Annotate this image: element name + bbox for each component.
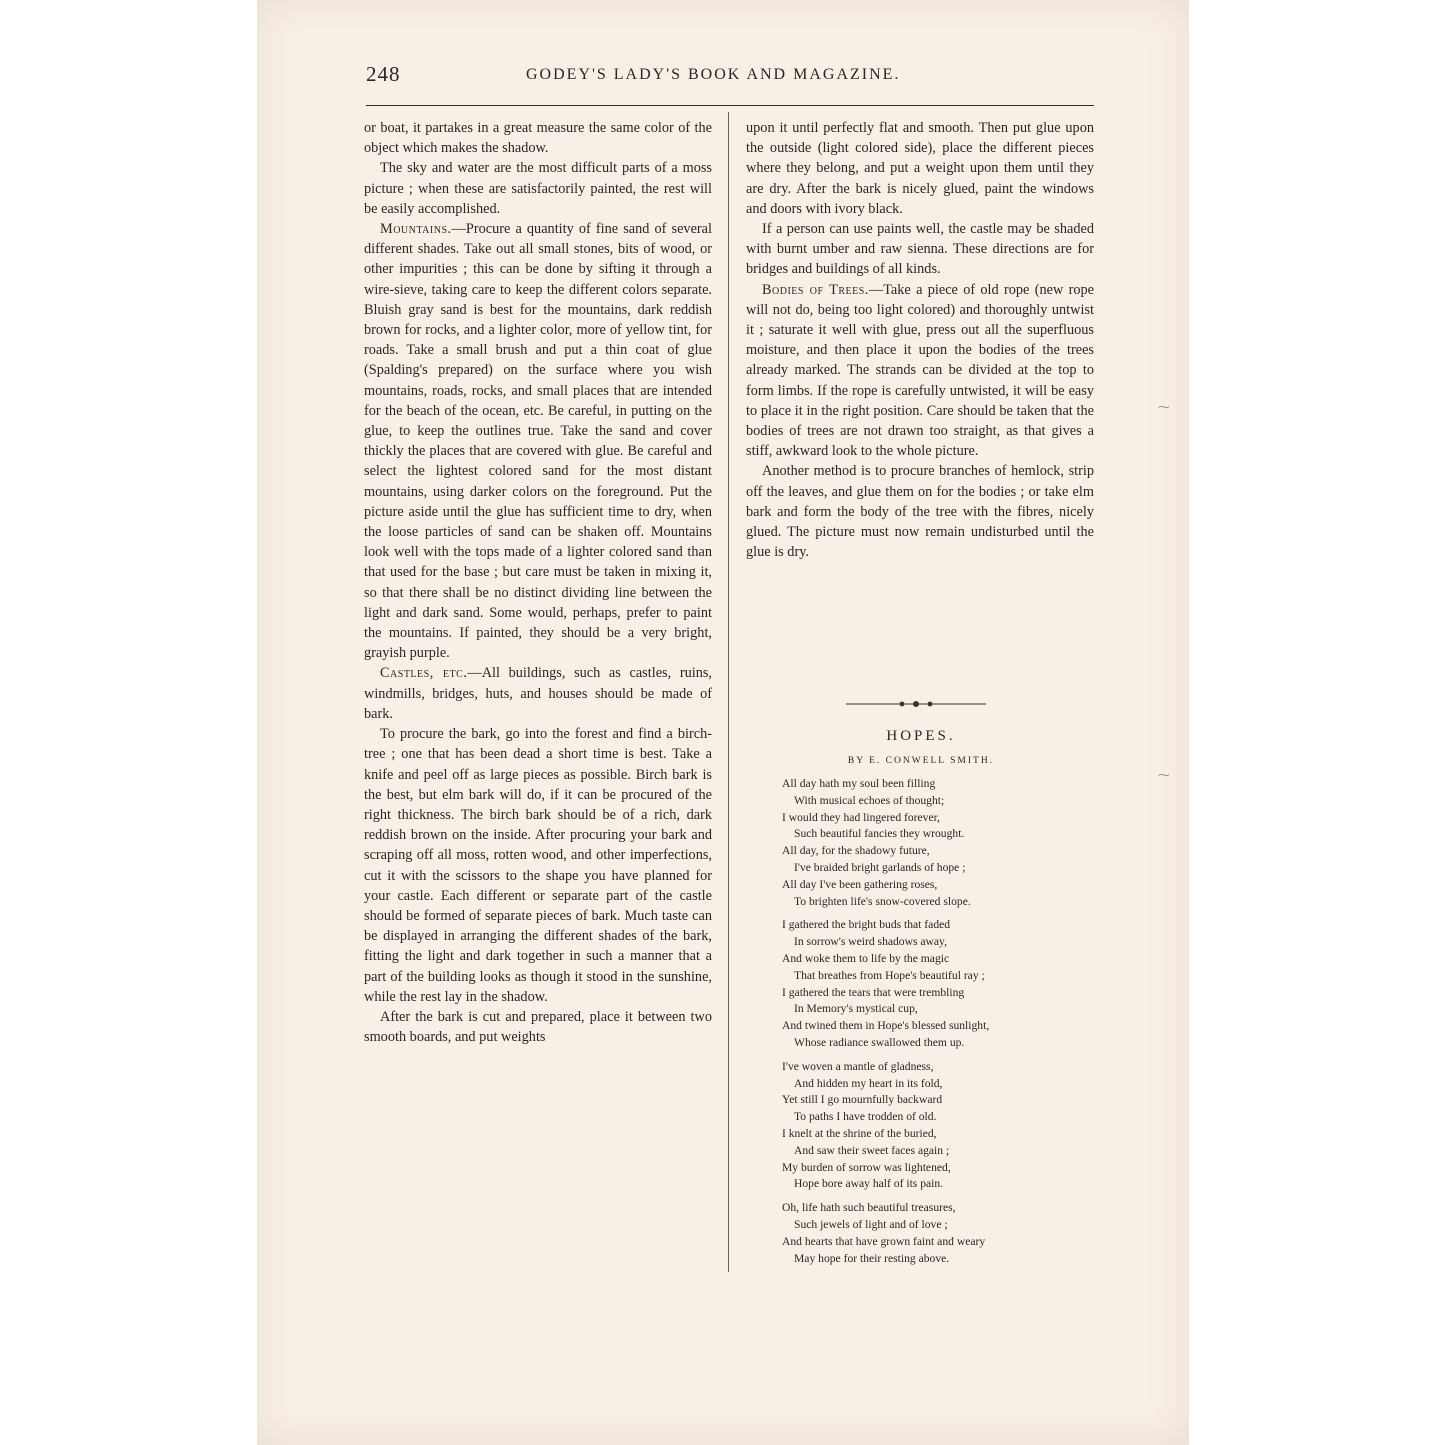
poem-stanza — [782, 776, 1082, 910]
section-heading: Bodies of Trees. — [762, 281, 869, 298]
paragraph — [746, 280, 1094, 462]
paragraph — [364, 724, 712, 1007]
paragraph-text: To procure the bark, go into the forest and find a birch-tree ; one that has been dead a short time is best. Take a knife and peel off as large pieces as possible. Birch bark is the best, but elm bark will do, if it can be procured of the right thickness. The birch bark should be of a rich, dark reddish brown on the inside. After procuring your bark and scraping off all moss, rotten wood, and other imperfections, cut it with the scissors to the shape you have planned for your castle. Each different or separate part of the castle should be formed of separate pieces of bark. Much taste can be displayed in arranging the different shades of the bark, fitting the light and dark together in such a manner that a part of the building looks as though it stood in the sunshine, while the rest lay in the shadow. — [364, 726, 712, 1005]
poem-line: I gathered the bright buds that faded — [782, 918, 951, 932]
poem-line: That breathes from Hope's beautiful ray ; — [794, 968, 985, 982]
poem-line: To paths I have trodden of old. — [794, 1110, 937, 1124]
section-heading: Castles, etc. — [380, 665, 468, 682]
poem-line: My burden of sorrow was lightened, — [782, 1160, 951, 1174]
poem-line: All day I've been gathering roses, — [782, 877, 938, 891]
poem-line: Such jewels of light and of love ; — [794, 1217, 948, 1231]
poem-line: Such beautiful fancies they wrought. — [794, 827, 965, 841]
paragraph — [746, 219, 1094, 280]
running-title: GODEY'S LADY'S BOOK AND MAGAZINE. — [526, 66, 901, 83]
poem-line: Oh, life hath such beautiful treasures, — [782, 1201, 956, 1215]
section-ornament — [846, 696, 986, 712]
poem-line: I would they had lingered forever, — [782, 810, 940, 824]
paragraph-text: After the bark is cut and prepared, place it between two smooth boards, and put weights — [364, 1008, 712, 1046]
poem-line: Hope bore away half of its pain. — [794, 1177, 944, 1191]
right-column — [746, 118, 1094, 562]
paragraph — [746, 118, 1094, 219]
poem-line: And saw their sweet faces again ; — [794, 1143, 950, 1157]
paragraph — [364, 1007, 712, 1047]
column-divider — [728, 112, 729, 1272]
poem-line: All day, for the shadowy future, — [782, 844, 930, 858]
poem-line: I've braided bright garlands of hope ; — [794, 860, 966, 874]
poem-line: And hearts that have grown faint and weary — [782, 1234, 986, 1248]
poem-line: And woke them to life by the magic — [782, 951, 950, 965]
poem-line: I gathered the tears that were trembling — [782, 985, 965, 999]
poem-line: And twined them in Hope's blessed sunlight, — [782, 1019, 990, 1033]
paragraph-text: upon it until perfectly flat and smooth. Then put glue upon the outside (light colored side), place the different pieces where they belong, and put a weight upon them until they are dry. After the bark is nicely glued, paint the windows and doors with ivory black. — [746, 120, 1094, 217]
paragraph — [364, 663, 712, 724]
paragraph — [364, 219, 712, 663]
poem-line: And hidden my heart in its fold, — [794, 1076, 943, 1090]
poem-stanza — [782, 1059, 1082, 1193]
poem-line: Whose radiance swallowed them up. — [794, 1035, 965, 1049]
paper-speck-mark: ⁓ — [1158, 768, 1170, 782]
poem-line: All day hath my soul been filling — [782, 777, 936, 790]
poem-line: I've woven a mantle of gladness, — [782, 1059, 934, 1073]
poem-line: With musical echoes of thought; — [794, 793, 945, 807]
poem-title: HOPES. — [886, 728, 956, 744]
paragraph-text: or boat, it partakes in a great measure the same color of the object which makes the shadow. — [364, 120, 712, 157]
page-number: 248 — [366, 62, 401, 86]
poem-line: May hope for their resting above. — [794, 1251, 950, 1265]
poem-line: In sorrow's weird shadows away, — [794, 935, 947, 949]
paragraph-text: If a person can use paints well, the castle may be shaded with burnt umber and raw sienna. These directions are for bridges and buildings of all kinds. — [746, 221, 1094, 278]
page-header — [366, 60, 1094, 100]
paragraph — [364, 118, 712, 158]
paragraph-text: —All buildings, such as castles, ruins, windmills, bridges, huts, and houses should be made of bark. — [364, 665, 712, 722]
poem-line: In Memory's mystical cup, — [794, 1002, 918, 1016]
poem-line: To brighten life's snow-covered slope. — [794, 894, 971, 908]
poem-body — [782, 776, 1082, 1274]
paragraph-text: Another method is to procure branches of hemlock, strip off the leaves, and glue them on for the bodies ; or take elm bark and form the body of the tree with the fibres, nicely glued. The picture must now remain undisturbed until the glue is dry. — [746, 463, 1094, 561]
paragraph-text: —Take a piece of old rope (new rope will not do, being too light colored) and thoroughly untwist it ; saturate it well with glue, press out all the superfluous moisture, and then place it upon the bodies of the trees already marked. The strands can be divided at the top to form limbs. If the rope is carefully untwisted, it will be easy to place it in the right position. Care should be taken that the bodies of trees are not drawn too straight, as that gives a stiff, awkward look to the whole picture. — [746, 281, 1094, 460]
paragraph — [364, 158, 712, 219]
poem-stanza — [782, 917, 1082, 1051]
paragraph-text: —Procure a quantity of fine sand of several different shades. Take out all small stones, bits of wood, or other impurities ; this can be done by sifting it through a wire-sieve, taking care to keep the different colors separate. Bluish gray sand is best for the mountains, dark reddish brown for rocks, and a lighter color, more of yellow tint, for roads. Take a small brush and put a thin coat of glue (Spalding's prepared) on the surface where you wish mountains, roads, rocks, and small places that are intended for the beach of the ocean, etc. Be careful, in putting on the glue, to keep the outlines true. Take the sand and cover thickly the places that are covered with glue. Be careful and select the lightest colored sand for the most distant mountains, using darker colors on the foreground. Put the picture aside until the glue has sufficient time to dry, when the loose particles of sand can be shaken off. Mountains look well with the tops made of a lighter colored sand than that used for the base ; but care must be taken in mixing it, so that there shall be no distinct dividing line between the light and dark sand. Some would, perhaps, prefer to paint the mountains. If painted, they should be a very bright, grayish purple. — [364, 221, 712, 662]
poem-byline: BY E. CONWELL SMITH. — [847, 756, 995, 766]
left-column — [364, 118, 712, 1047]
poem-line: I knelt at the shrine of the buried, — [782, 1126, 937, 1140]
poem-line: Yet still I go mournfully backward — [782, 1093, 943, 1107]
header-rule — [366, 105, 1094, 106]
paragraph-text: The sky and water are the most difficult parts of a moss picture ; when these are satisfactorily painted, the rest will be easily accomplished. — [364, 160, 712, 217]
poem-stanza — [782, 1200, 1082, 1267]
paper-speck-mark: ⁓ — [1158, 400, 1170, 414]
section-heading: Mountains. — [380, 221, 452, 238]
paragraph — [746, 461, 1094, 562]
